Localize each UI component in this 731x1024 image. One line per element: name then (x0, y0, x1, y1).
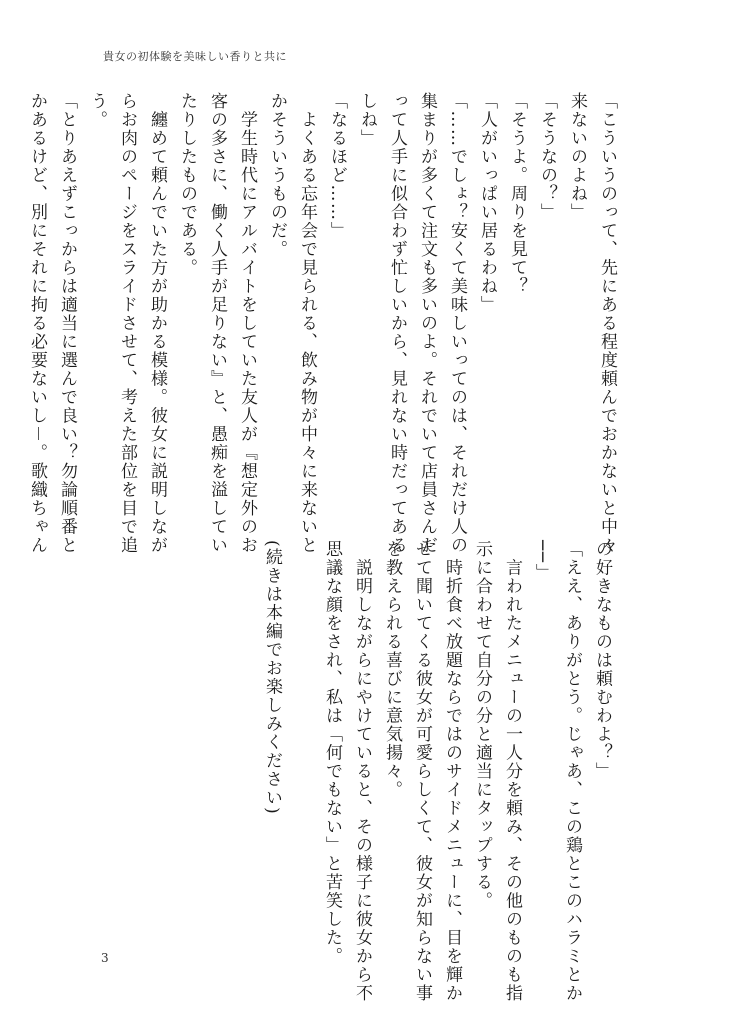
text-line: 「そうなの？」 (537, 92, 557, 222)
text-line: よくある忘年会で見られる、飲み物が中々に来ないと (297, 92, 317, 555)
text-line: せて聞いてくる彼女が可愛らしくて、彼女が知らない事 (412, 540, 432, 1003)
text-column-top (27, 92, 622, 555)
text-line: 「人がいっぱい居るわね」 (477, 92, 497, 314)
text-line: 「……でしょ？安くて美味しいってのは、それだけ人の (447, 92, 467, 555)
text-line: 客の多さに、働く人手が足りない』と、愚痴を溢してい (207, 92, 227, 555)
text-line: の好きなものは頼むわよ？」 (592, 540, 612, 781)
text-line: かそういうものだ。 (267, 92, 287, 259)
text-line: を教えられる喜びに意気揚々。 (382, 540, 402, 799)
text-line: かあるけど、別にそれに拘る必要ないし－。歌織ちゃん (27, 92, 47, 555)
text-line: って人手に似合わず忙しいから、見れない時だってある (387, 92, 407, 555)
text-line: 「ええ、ありがとう。じゃあ、この鶏とこのハラミとか (562, 540, 582, 1003)
text-line: 「こういうのって、先にある程度頼んでおかないと中々 (597, 92, 617, 555)
text-line: 「とりあえずこっからは適当に選んで良い？勿論順番と (57, 92, 77, 555)
continuation-note: (続きは本編でお楽しみください) (262, 540, 282, 816)
text-line: 纏めて頼んでいた方が助かる模様。彼女に説明しなが (147, 92, 167, 555)
text-line: 思議な顔をされ、私は「何でもない」と苦笑した。 (322, 540, 342, 966)
text-line: 説明しながらにやけていると、その様子に彼女から不 (352, 540, 372, 1003)
page-number: 3 (101, 951, 109, 965)
text-line: 「なるほど……」 (327, 92, 347, 240)
text-line: 集まりが多くて注文も多いのよ。それでいて店員さんだ (417, 92, 437, 555)
text-line: 言われたメニューの一人分を頼み、その他のものも指 (502, 540, 522, 1003)
text-line: 時折食べ放題ならではのサイドメニューに、目を輝か (442, 540, 462, 1003)
text-line: たりしたものである。 (177, 92, 197, 277)
text-line: しね」 (357, 92, 377, 148)
text-line: 来ないのよね」 (567, 92, 587, 222)
text-line: ──」 (532, 540, 552, 582)
text-column-bottom (262, 540, 617, 1003)
blank-line (287, 540, 317, 940)
text-line: 示に合わせて自分の分と適当にタップする。 (472, 540, 492, 910)
text-line: らお肉のページをスライドさせて、考えた部位を目で追 (117, 92, 137, 555)
text-line: う。 (87, 92, 107, 129)
text-line: 「そうよ。周りを見て？ (507, 92, 527, 296)
running-header: 貴女の初体験を美味しい香りと共に (103, 50, 287, 63)
text-line: 学生時代にアルバイトをしていた友人が『想定外のお (237, 92, 257, 555)
